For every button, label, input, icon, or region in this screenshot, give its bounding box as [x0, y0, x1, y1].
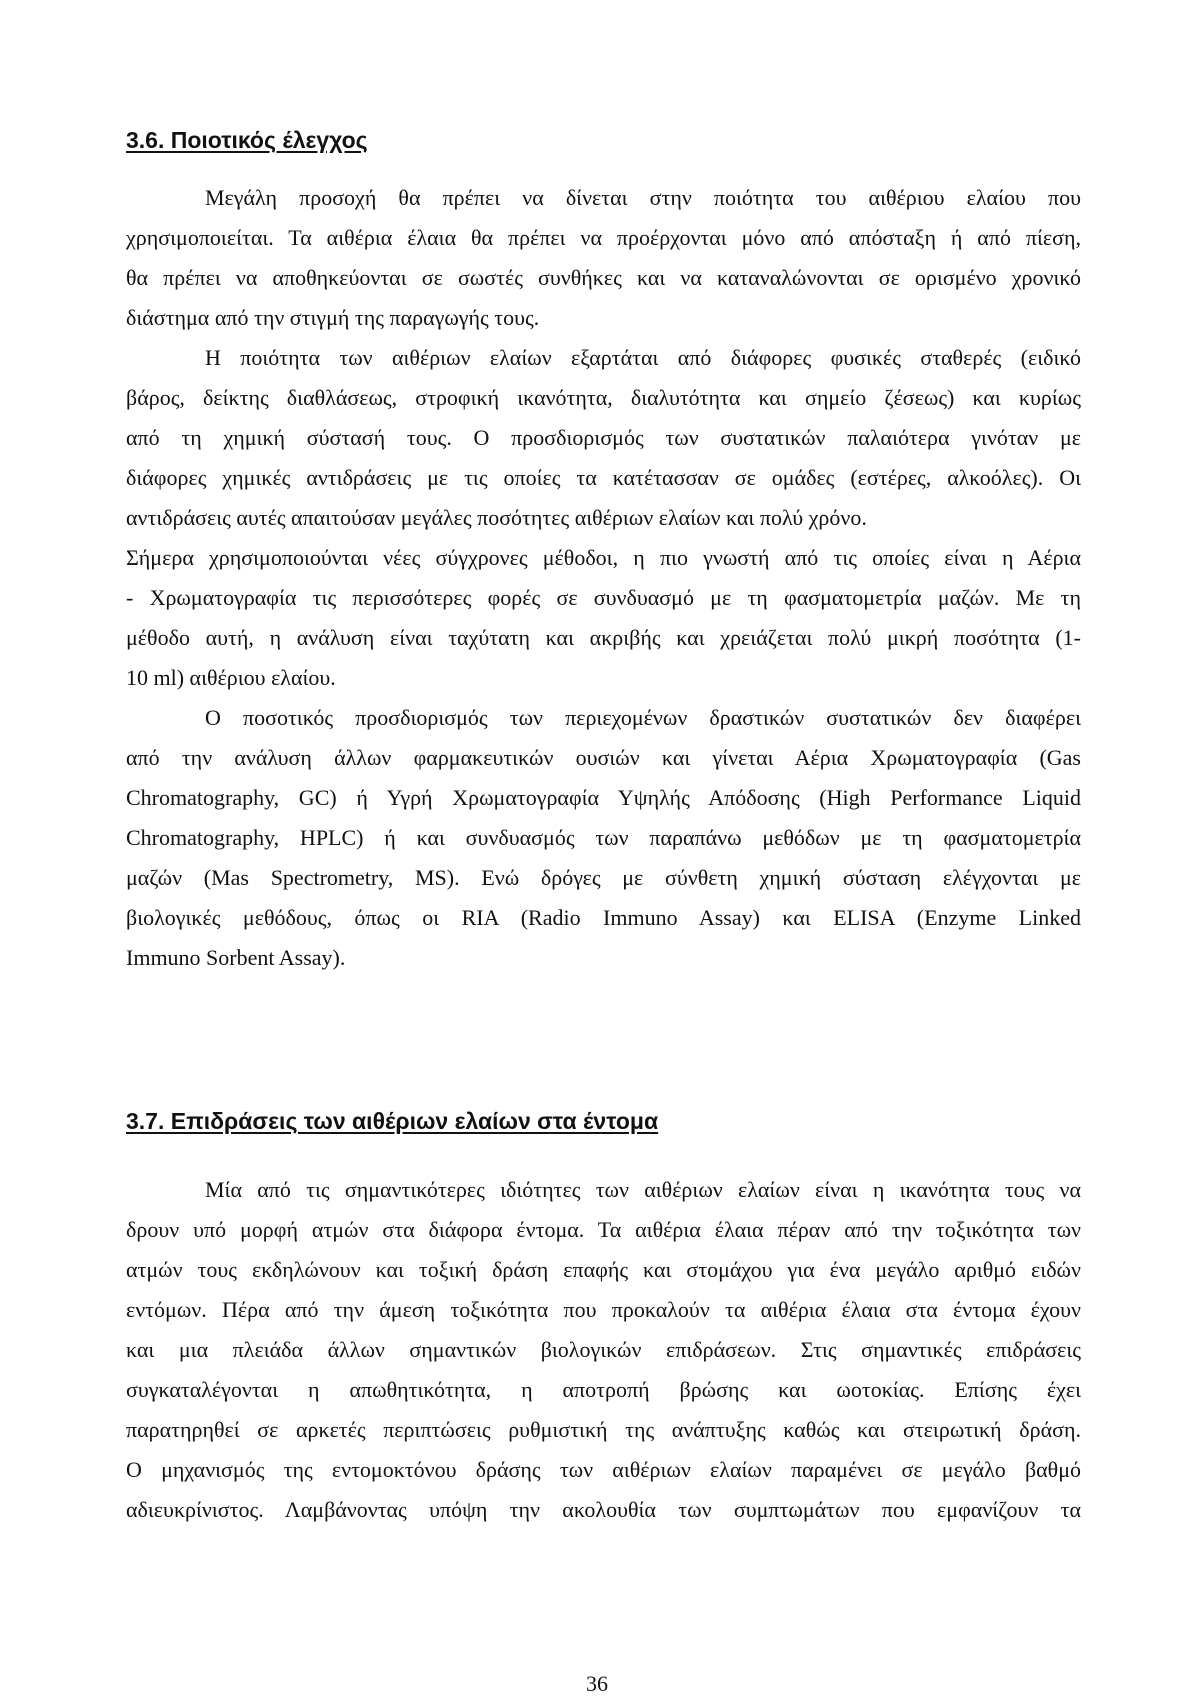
text-line: Μία από τις σημαντικότερες ιδιότητες των αιθέριων ελαίων είναι η ικανότητα τους να — [205, 1177, 1081, 1202]
section-heading-3-6: 3.6. Ποιοτικός έλεγχος — [126, 127, 368, 153]
text-line: μαζών (Mas Spectrometry, MS). Ενώ δρόγες με σύνθετη χημική σύσταση ελέγχονται με — [126, 865, 1081, 890]
page-number: 36 — [586, 1671, 608, 1696]
text-line: Immuno Sorbent Assay). — [126, 945, 346, 970]
text-line: Ο ποσοτικός προσδιορισμός των περιεχομένων δραστικών συστατικών δεν διαφέρει — [205, 705, 1081, 730]
text-line: - Χρωματογραφία τις περισσότερες φορές σε συνδυασμό με τη φασματομετρία μαζών. Με τη — [126, 585, 1081, 610]
text-line: εντόμων. Πέρα από την άμεση τοξικότητα που προκαλούν τα αιθέρια έλαια στα έντομα έχουν — [126, 1297, 1081, 1322]
text-line: Μεγάλη προσοχή θα πρέπει να δίνεται στην ποιότητα του αιθέριου ελαίου που — [205, 185, 1081, 210]
text-line: συγκαταλέγονται η απωθητικότητα, η αποτροπή βρώσης και ωοτοκίας. Επίσης έχει — [126, 1377, 1081, 1402]
text-line: και μια πλειάδα άλλων σημαντικών βιολογικών επιδράσεων. Στις σημαντικές επιδράσεις — [126, 1337, 1081, 1362]
text-line: βιολογικές μεθόδους, όπως οι RIA (Radio Immuno Assay) και ELISA (Enzyme Linked — [126, 905, 1081, 930]
text-line: διάφορες χημικές αντιδράσεις με τις οποίες τα κατέτασσαν σε ομάδες (εστέρες, αλκοόλες). Οι — [126, 465, 1081, 490]
text-line: παρατηρηθεί σε αρκετές περιπτώσεις ρυθμιστική της ανάπτυξης καθώς και στειρωτική δράση. — [126, 1417, 1081, 1442]
text-line: Σήμερα χρησιμοποιούνται νέες σύγχρονες μέθοδοι, η πιο γνωστή από τις οποίες είναι η Αέρια — [126, 545, 1081, 570]
text-line: από την ανάλυση άλλων φαρμακευτικών ουσιών και γίνεται Αέρια Χρωματογραφία (Gas — [126, 745, 1081, 770]
section-heading-3-7: 3.7. Επιδράσεις των αιθέριων ελαίων στα έντομα — [126, 1108, 659, 1134]
text-line: μέθοδο αυτή, η ανάλυση είναι ταχύτατη και ακριβής και χρειάζεται πολύ μικρή ποσότητα (1- — [126, 625, 1081, 650]
text-line: διάστημα από την στιγμή της παραγωγής τους. — [126, 305, 540, 330]
text-line: δρουν υπό μορφή ατμών στα διάφορα έντομα. Τα αιθέρια έλαια πέραν από την τοξικότητα των — [126, 1217, 1081, 1242]
text-line: Chromatography, GC) ή Υγρή Χρωματογραφία Υψηλής Απόδοσης (High Performance Liquid — [126, 785, 1081, 810]
text-line: 10 ml) αιθέριου ελαίου. — [126, 665, 336, 690]
text-line: αντιδράσεις αυτές απαιτούσαν μεγάλες ποσότητες αιθέριων ελαίων και πολύ χρόνο. — [126, 505, 867, 530]
text-line: βάρος, δείκτης διαθλάσεως, στροφική ικανότητα, διαλυτότητα και σημείο ζέσεως) και κυρίως — [126, 385, 1081, 410]
text-line: θα πρέπει να αποθηκεύονται σε σωστές συνθήκες και να καταναλώνονται σε ορισμένο χρονικό — [126, 265, 1081, 290]
text-line: Chromatography, HPLC) ή και συνδυασμός των παραπάνω μεθόδων με τη φασματομετρία — [126, 825, 1081, 850]
text-line: από τη χημική σύστασή τους. Ο προσδιορισμός των συστατικών παλαιότερα γινόταν με — [126, 425, 1081, 450]
text-line: Η ποιότητα των αιθέριων ελαίων εξαρτάται από διάφορες φυσικές σταθερές (ειδικό — [205, 345, 1081, 370]
text-line: ατμών τους εκδηλώνουν και τοξική δράση επαφής και στομάχου για ένα μεγάλο αριθμό ειδών — [126, 1257, 1081, 1282]
text-line: Ο μηχανισμός της εντομοκτόνου δράσης των αιθέριων ελαίων παραμένει σε μεγάλο βαθμό — [126, 1457, 1081, 1482]
text-line: χρησιμοποιείται. Τα αιθέρια έλαια θα πρέπει να προέρχονται μόνο από απόσταξη ή από πίεση, — [126, 225, 1081, 250]
text-line: αδιευκρίνιστος. Λαμβάνοντας υπόψη την ακολουθία των συμπτωμάτων που εμφανίζουν τα — [126, 1497, 1081, 1522]
